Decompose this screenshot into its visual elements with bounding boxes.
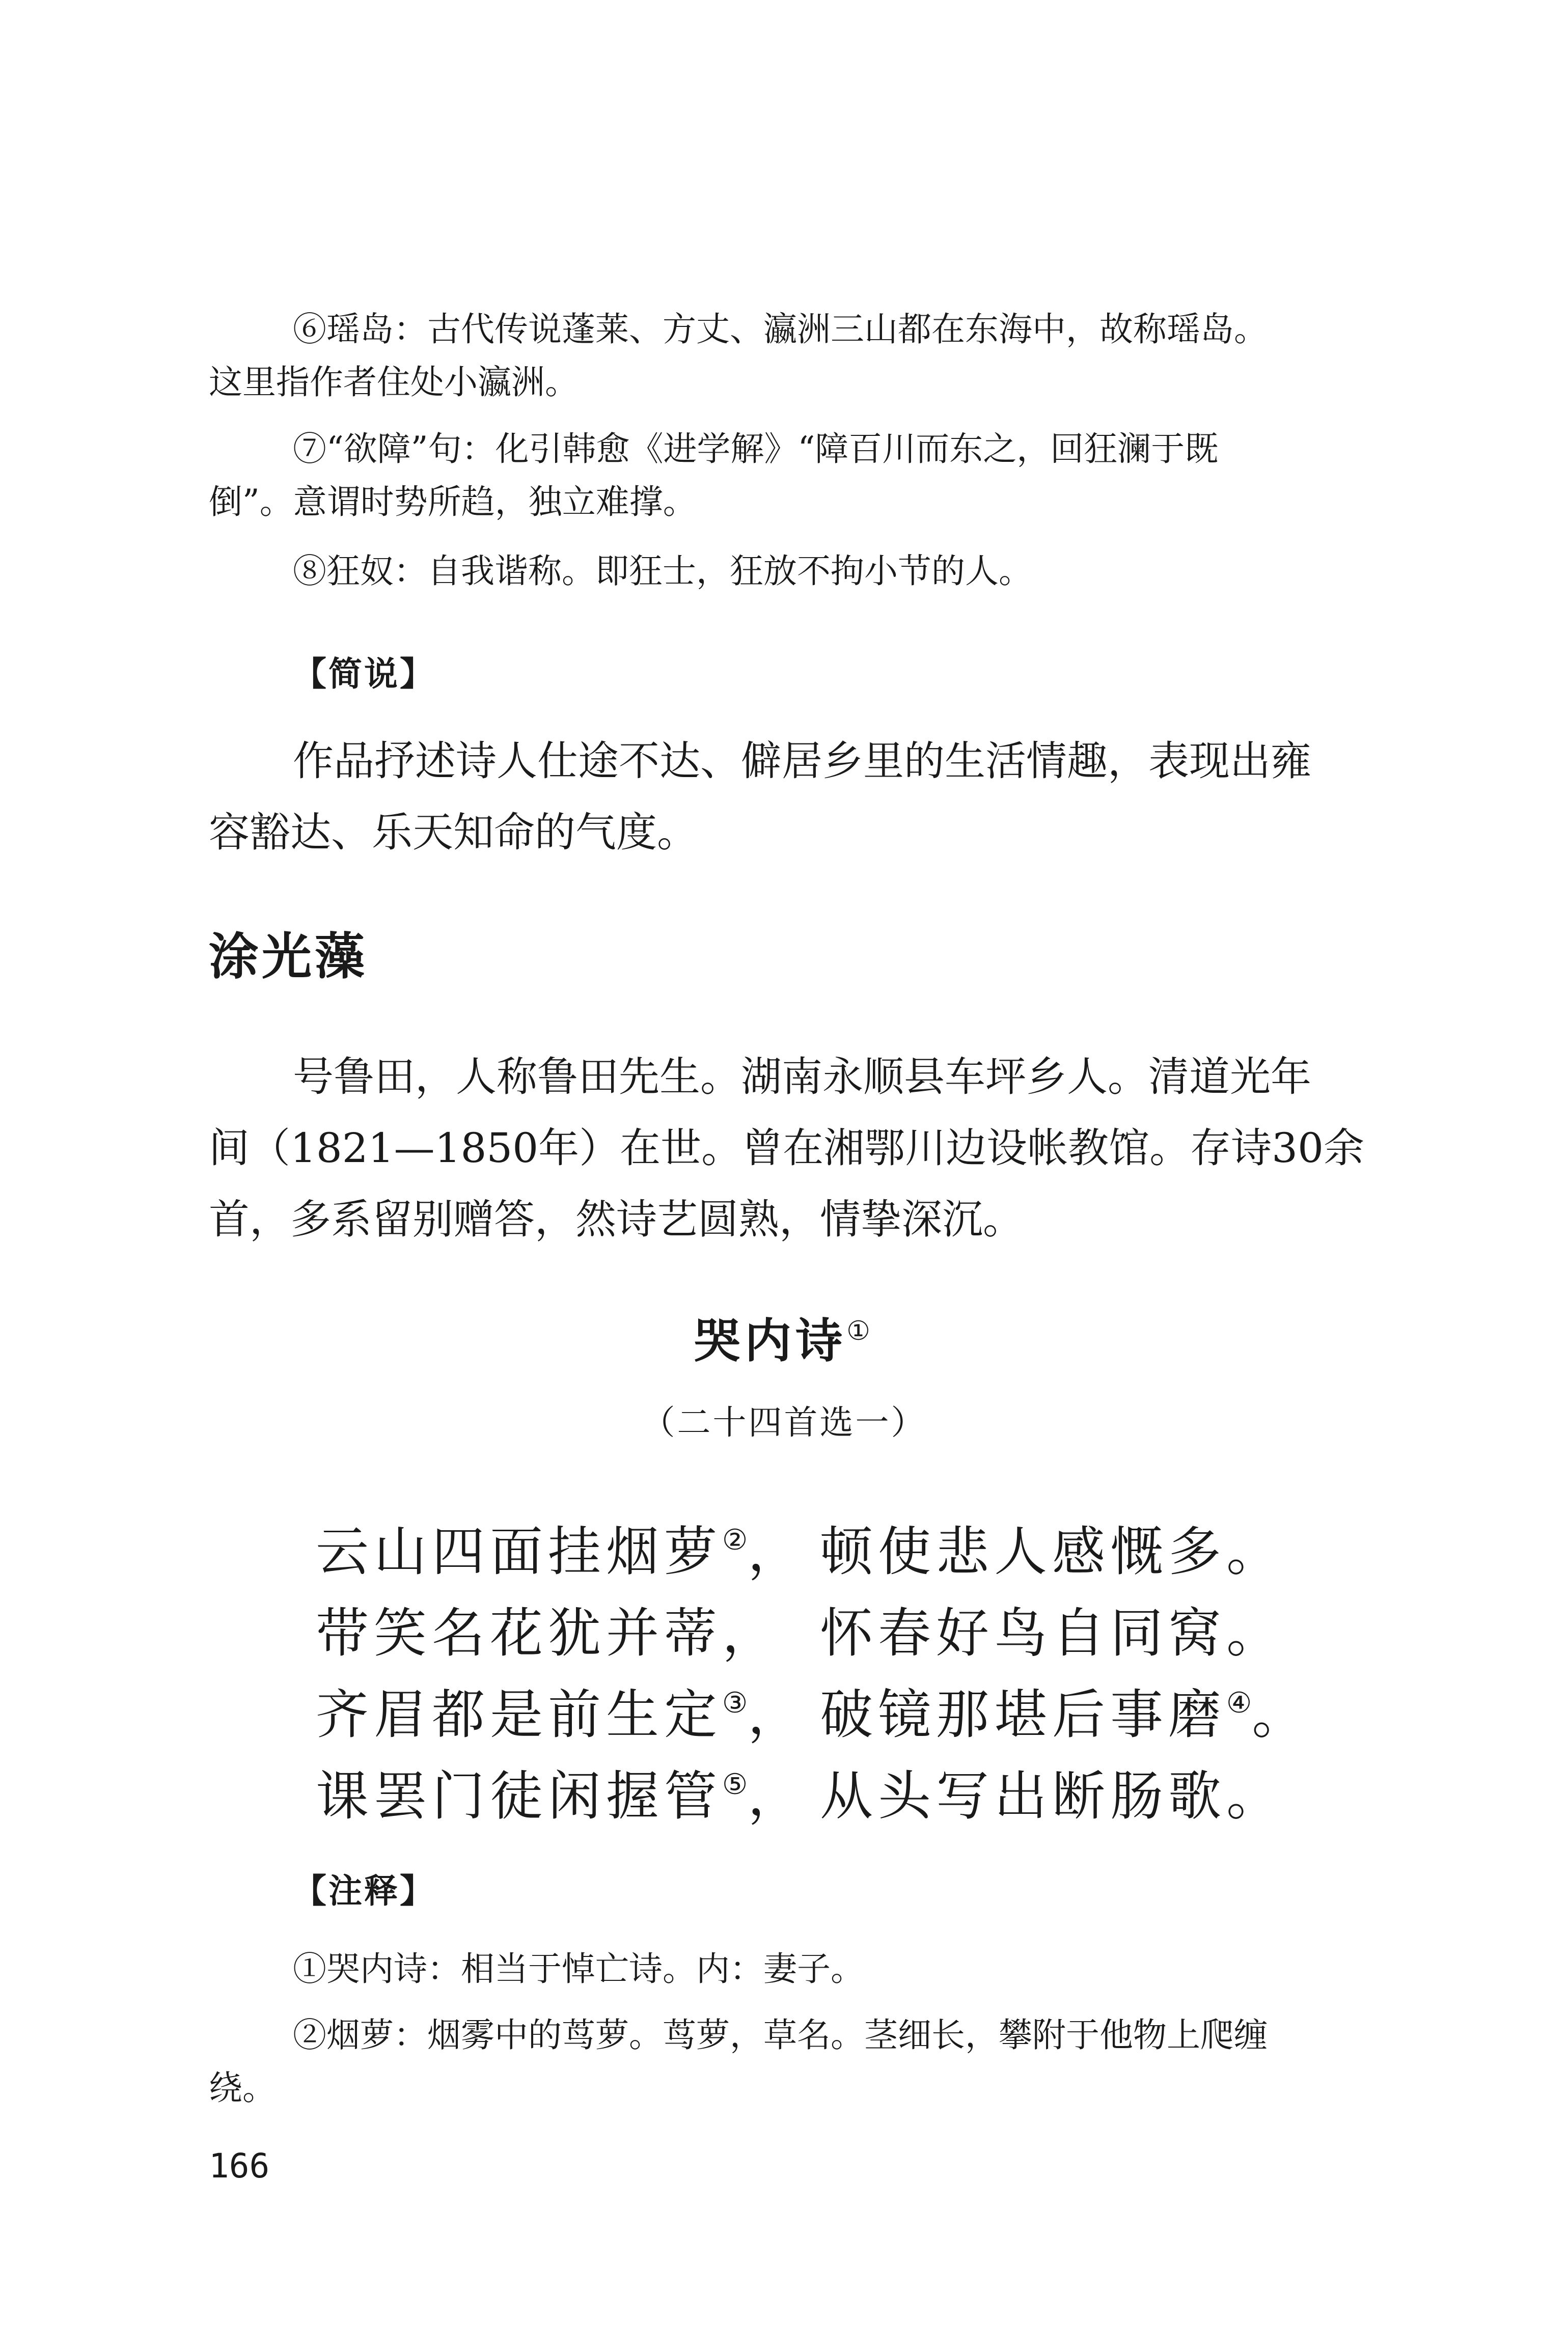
poem-line xyxy=(316,1581,1324,1663)
poem-title xyxy=(0,1304,1568,1371)
brief-line2: 容豁达、乐天知命的气度。 xyxy=(209,809,698,856)
note-7-line2: 倒”。意谓时势所趋，独立难撑。 xyxy=(209,482,697,521)
verse-punct: ， xyxy=(722,1602,781,1664)
poem-subtitle: （二十四首选一） xyxy=(641,1403,927,1442)
poem-half-b xyxy=(820,1581,1324,1663)
verse-note: ④ xyxy=(1226,1687,1252,1720)
note-8-line1: ⑧狂奴：自我谐称。即狂士，狂放不拘小节的人。 xyxy=(293,551,1032,591)
verse-text: 课罢门徒闲握管 xyxy=(316,1765,723,1827)
note-8 xyxy=(0,545,1568,598)
poem-title-text: 哭内诗 xyxy=(694,1314,847,1368)
verse-punct: 。 xyxy=(1226,1521,1285,1583)
verse-text: 顿使悲人感慨多 xyxy=(820,1521,1227,1583)
verse-punct: ， xyxy=(748,1521,806,1583)
verse-text: 齐眉都是前生定 xyxy=(316,1683,723,1746)
verse-punct: ， xyxy=(748,1683,806,1746)
poem-line xyxy=(316,1663,1324,1744)
poem-half-b xyxy=(820,1744,1324,1826)
poem-half-b xyxy=(820,1663,1324,1744)
poem-half-a xyxy=(316,1663,820,1744)
poem-half-b xyxy=(820,1500,1324,1581)
verse-text: 带笑名花犹并蒂 xyxy=(316,1602,723,1664)
annotation-2-line2: 绕。 xyxy=(209,2068,276,2108)
note-6-line1: ⑥瑶岛：古代传说蓬莱、方丈、瀛洲三山都在东海中，故称瑶岛。 xyxy=(293,310,1268,349)
brief-text xyxy=(0,726,1568,868)
annotations-heading: 【注释】 xyxy=(293,1871,435,1911)
poem-line xyxy=(316,1744,1324,1826)
poem-line xyxy=(316,1500,1324,1581)
author-bio xyxy=(0,1041,1568,1255)
verse-note: ③ xyxy=(722,1687,748,1720)
verse-text: 从头写出断肠歌 xyxy=(820,1765,1227,1827)
author-bio-line1: 号鲁田，人称鲁田先生。湖南永顺县车坪乡人。清道光年 xyxy=(293,1053,1311,1100)
page-number: 166 xyxy=(209,2146,270,2186)
poem-half-a xyxy=(316,1744,820,1826)
verse-text: 怀春好鸟自同窝 xyxy=(820,1602,1227,1664)
annotation-2 xyxy=(0,2009,1568,2115)
author-bio-line3: 首，多系留别赠答，然诗艺圆熟，情挚深沉。 xyxy=(209,1196,1024,1243)
annotation-1 xyxy=(0,1943,1568,1996)
poem-half-a xyxy=(316,1581,820,1663)
poem-title-note: ① xyxy=(846,1316,874,1346)
note-6-line2: 这里指作者住处小瀛洲。 xyxy=(209,363,579,402)
verse-note: ② xyxy=(722,1524,748,1557)
note-6 xyxy=(0,303,1568,409)
verse-punct: 。 xyxy=(1226,1602,1285,1664)
brief-line1: 作品抒述诗人仕途不达、僻居乡里的生活情趣，表现出雍 xyxy=(293,737,1311,785)
poem-body xyxy=(316,1500,1324,1826)
verse-text: 破镜那堪后事磨 xyxy=(820,1683,1227,1746)
author-name: 涂光藻 xyxy=(209,928,368,986)
verse-text: 云山四面挂烟萝 xyxy=(316,1521,723,1583)
note-7 xyxy=(0,423,1568,529)
note-7-line1: ⑦“欲障”句：化引韩愈《进学解》“障百川而东之，回狂澜于既 xyxy=(293,429,1219,468)
annotation-2-line1: ②烟萝：烟雾中的茑萝。茑萝，草名。茎细长，攀附于他物上爬缠 xyxy=(293,2015,1268,2055)
verse-note: ⑤ xyxy=(722,1768,748,1801)
verse-punct: 。 xyxy=(1252,1683,1310,1746)
poem-half-a xyxy=(316,1500,820,1581)
annotation-1-line1: ①哭内诗：相当于悼亡诗。内：妻子。 xyxy=(293,1949,864,1989)
verse-punct: ， xyxy=(748,1765,806,1827)
brief-heading: 【简说】 xyxy=(293,654,435,694)
verse-punct: 。 xyxy=(1226,1765,1285,1827)
author-bio-line2: 间（1821—1850年）在世。曾在湘鄂川边设帐教馆。存诗30余 xyxy=(209,1124,1364,1172)
